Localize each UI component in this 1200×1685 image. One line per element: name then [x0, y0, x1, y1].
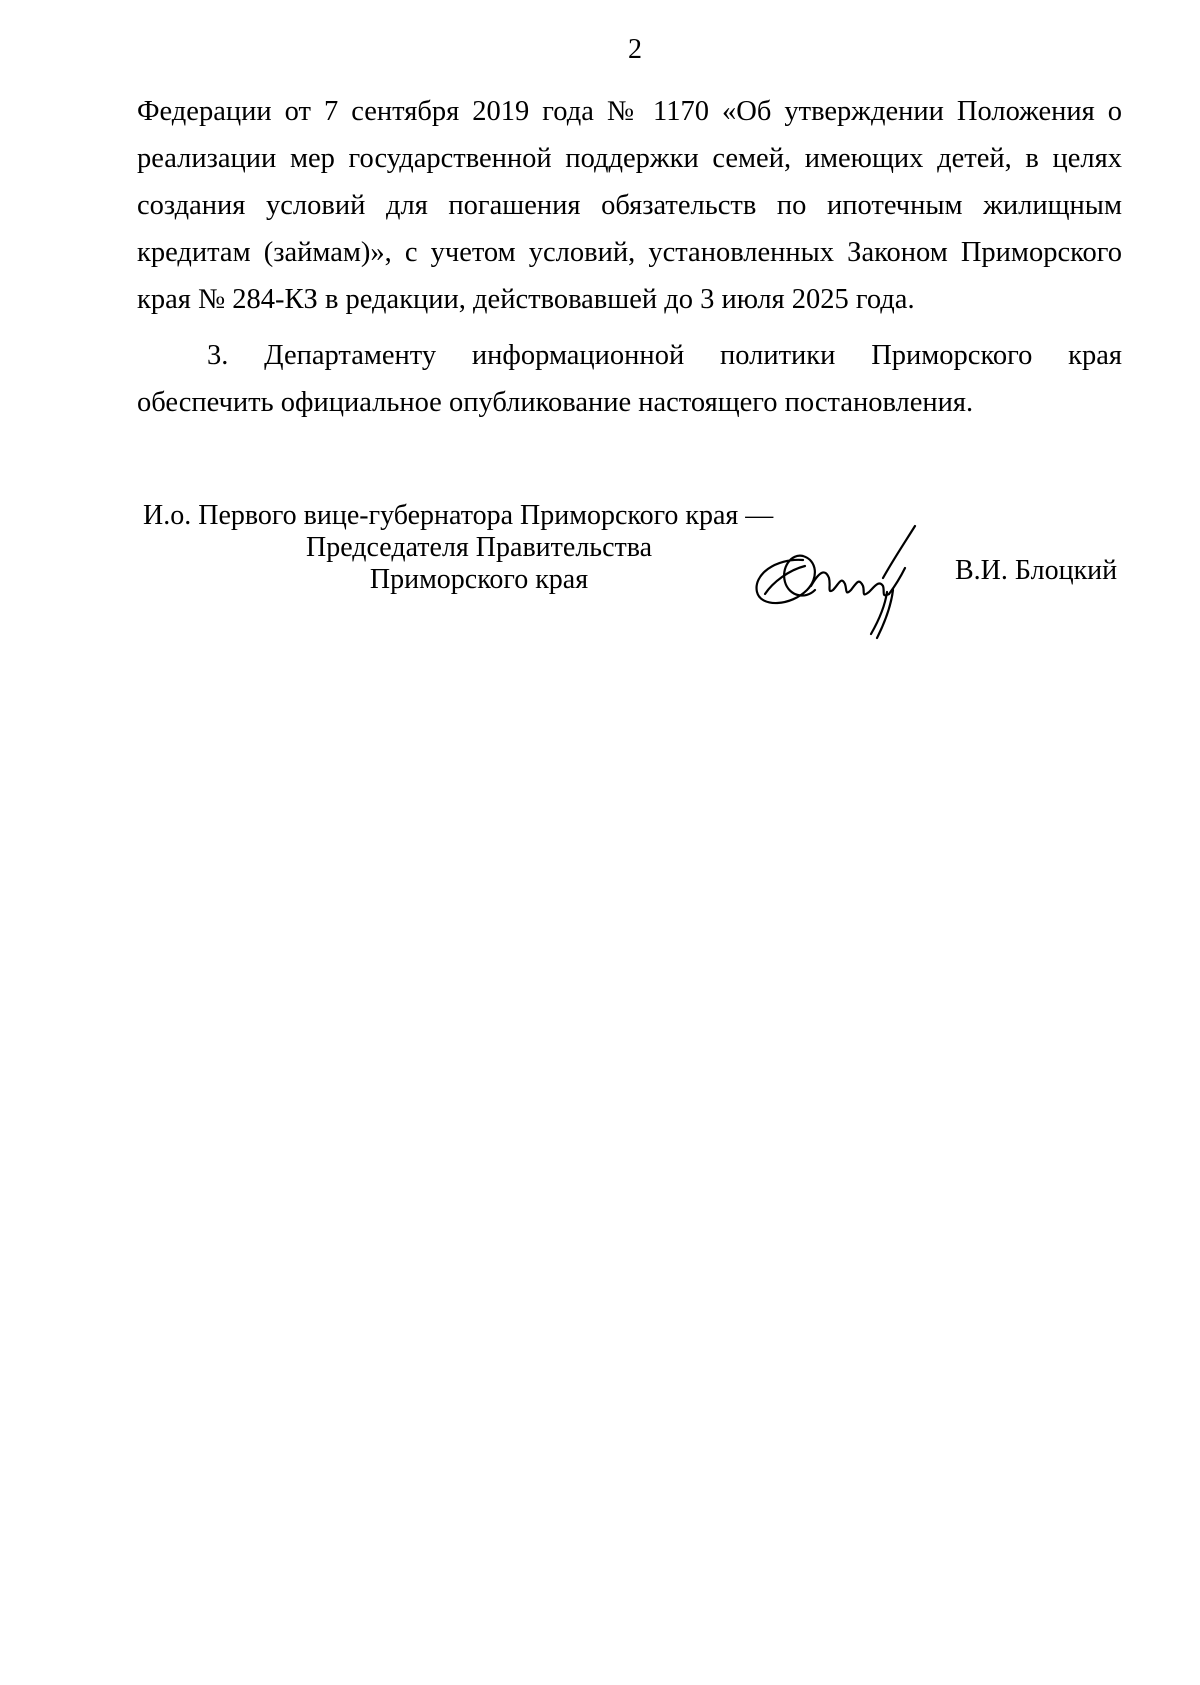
paragraph-line: Федерации от 7 сентября 2019 года № 1170 «Об утверждении Положения о	[137, 96, 1122, 127]
signatory-title-line: Председателя Правительства	[305, 532, 653, 563]
paragraph-continuation	[137, 88, 1122, 323]
signatory-title	[143, 500, 803, 596]
signatory-title-line: Приморского края	[369, 564, 589, 595]
paragraph-line: края № 284-КЗ в редакции, действовавшей до 3 июля 2025 года.	[137, 284, 915, 315]
paragraph-item-3	[137, 332, 1122, 426]
page-number: 2	[628, 34, 642, 65]
signatory-name: В.И. Блоцкий	[955, 555, 1118, 586]
paragraph-line: создания условий для погашения обязательств по ипотечным жилищным	[137, 190, 1122, 221]
paragraph-line: обеспечить официальное опубликование настоящего постановления.	[137, 387, 974, 418]
paragraph-line: 3. Департаменту информационной политики Приморского края	[207, 340, 1122, 371]
paragraph-line: реализации мер государственной поддержки семей, имеющих детей, в целях	[137, 143, 1122, 174]
signatory-title-line: И.о. Первого вице-губернатора Приморского края —	[143, 500, 774, 531]
signature-block	[0, 500, 1200, 640]
handwritten-signature	[745, 520, 945, 640]
paragraph-line: кредитам (займам)», с учетом условий, установленных Законом Приморского	[137, 237, 1122, 268]
